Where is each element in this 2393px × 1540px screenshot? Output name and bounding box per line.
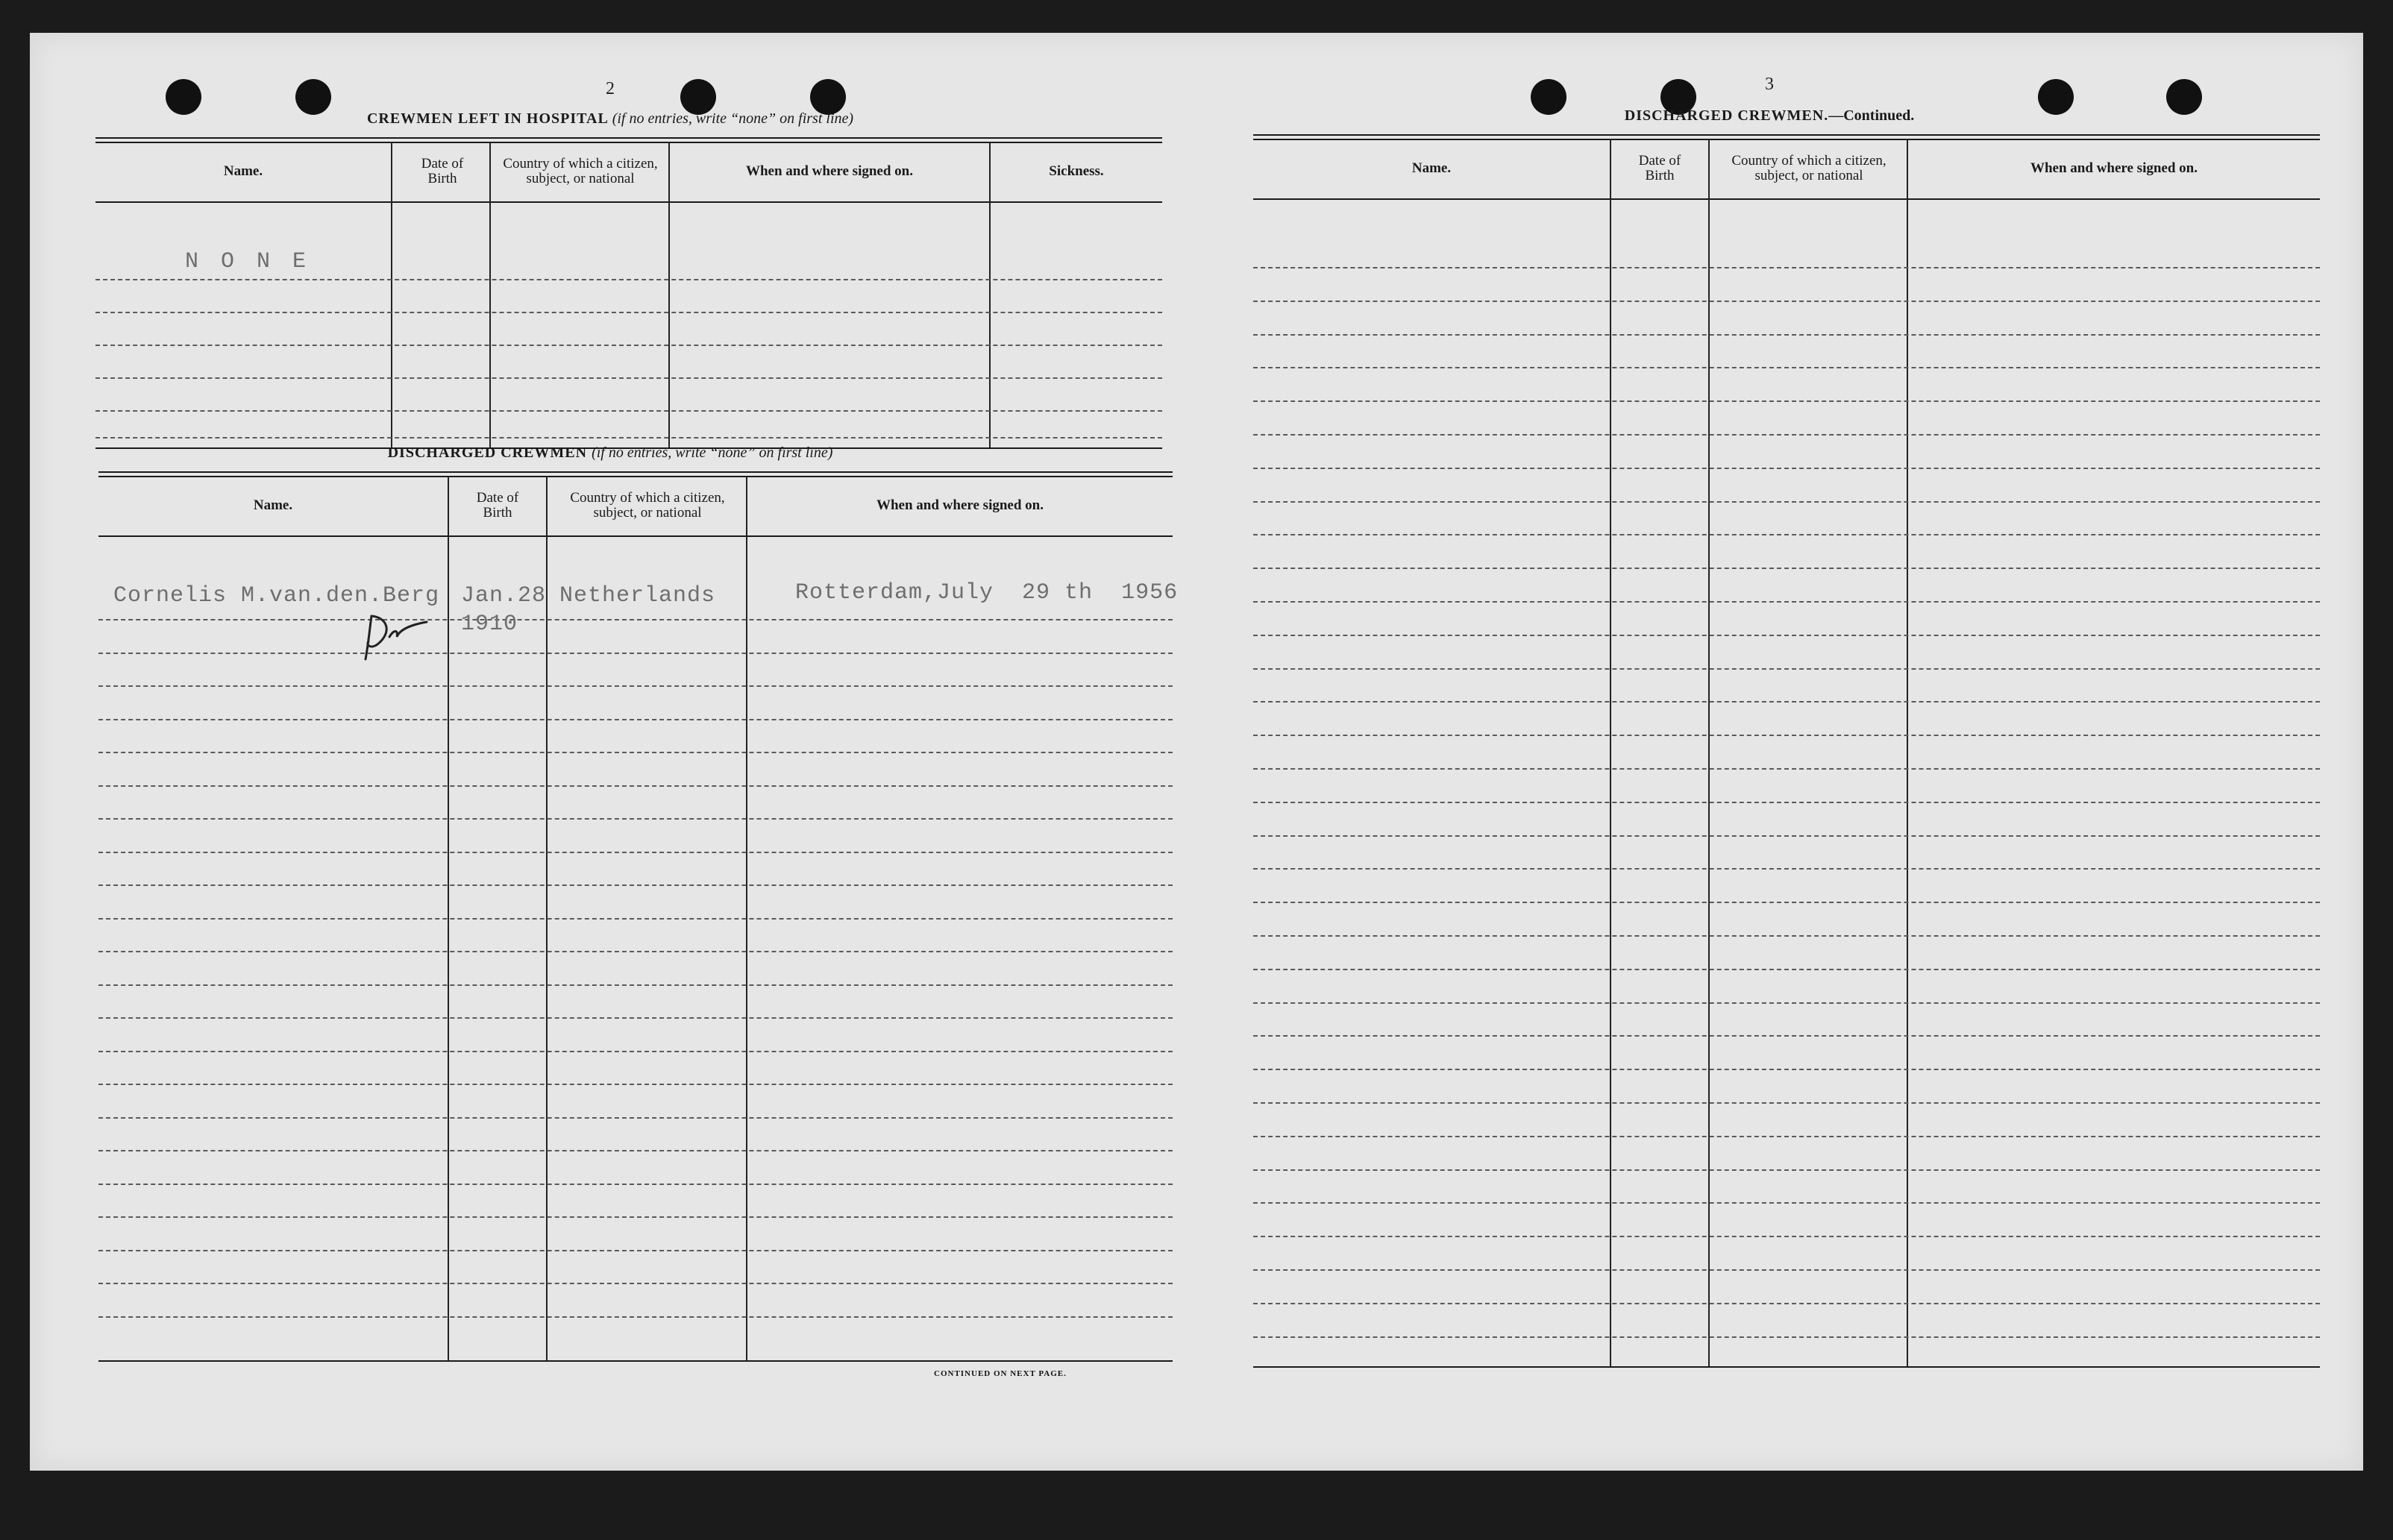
- column-divider: [1907, 139, 1908, 1366]
- entry-line: [1253, 902, 2320, 903]
- page-number-left: 2: [606, 79, 615, 98]
- col-header-country: Country of which a citizen, subject, or national: [503, 156, 658, 186]
- entry-line: [1253, 501, 2320, 503]
- entry-line: [1253, 267, 2320, 268]
- entry-line: [1253, 668, 2320, 670]
- col-header-dob: Date of Birth: [421, 156, 464, 186]
- entry-line: [95, 279, 1162, 280]
- entry-line: [1253, 768, 2320, 770]
- column-divider: [391, 142, 392, 447]
- entry-line: [98, 685, 1173, 687]
- col-header-name: Name.: [223, 163, 263, 179]
- entry-line: [98, 1250, 1173, 1251]
- header-bottom-rule: [1253, 198, 2320, 200]
- entry-name: Cornelis M.van.den.Berg: [113, 583, 440, 609]
- entry-line: [98, 719, 1173, 720]
- hospital-table: [95, 137, 1162, 450]
- entry-line: [98, 1117, 1173, 1119]
- punch-hole: [810, 79, 846, 115]
- discharged-section-title: [388, 444, 833, 462]
- entry-line: [1253, 1336, 2320, 1338]
- right-title-suffix: —Continued.: [1828, 107, 1915, 124]
- entry-line: [1253, 1202, 2320, 1204]
- entry-line: [1253, 735, 2320, 736]
- entry-line: [98, 1150, 1173, 1151]
- entry-line: [98, 1316, 1173, 1318]
- entry-line: [1253, 868, 2320, 870]
- col-header-signed: When and where signed on.: [745, 163, 913, 179]
- entry-line: [95, 377, 1162, 379]
- entry-line: [98, 1084, 1173, 1085]
- entry-country: Netherlands: [559, 583, 716, 609]
- entry-line: [1253, 534, 2320, 535]
- entry-signed-on: Rotterdam,July 29 th 1956: [795, 580, 1179, 606]
- col-header-country: Country of which a citizen, subject, or national: [570, 490, 725, 521]
- entry-line: [98, 1051, 1173, 1052]
- entry-line: [98, 1216, 1173, 1218]
- hospital-entry-none: N O N E: [185, 249, 311, 274]
- entry-line: [95, 345, 1162, 346]
- entry-line: [98, 951, 1173, 952]
- entry-line: [1253, 468, 2320, 469]
- hospital-section-title: [367, 110, 853, 128]
- entry-line: [98, 918, 1173, 920]
- entry-line: [1253, 1169, 2320, 1171]
- entry-line: [1253, 635, 2320, 636]
- entry-line: [1253, 434, 2320, 436]
- entry-line: [1253, 301, 2320, 302]
- punch-hole: [680, 79, 716, 115]
- entry-line: [1253, 1269, 2320, 1271]
- punch-hole: [295, 79, 331, 115]
- hospital-title-text: CREWMEN LEFT IN HOSPITAL: [366, 110, 608, 127]
- entry-line: [98, 752, 1173, 753]
- discharged-title-text: DISCHARGED CREWMEN: [387, 444, 588, 461]
- entry-line: [98, 984, 1173, 986]
- entry-line: [98, 818, 1173, 820]
- entry-line: [1253, 969, 2320, 970]
- entry-line: [1253, 935, 2320, 937]
- col-header-dob: Date of Birth: [1638, 153, 1681, 183]
- column-divider: [1708, 139, 1710, 1366]
- entry-line: [1253, 1136, 2320, 1137]
- punch-hole: [1531, 79, 1566, 115]
- right-title-text: DISCHARGED CREWMEN.: [1624, 107, 1829, 124]
- entry-line: [98, 785, 1173, 787]
- page-number-right: 3: [1765, 75, 1774, 94]
- entry-line: [98, 1184, 1173, 1185]
- entry-dob-line2: 1910: [461, 612, 518, 637]
- col-header-dob: Date of Birth: [476, 490, 519, 521]
- entry-line: [98, 1017, 1173, 1019]
- entry-line: [98, 619, 1173, 620]
- column-divider: [489, 142, 491, 447]
- col-header-country: Country of which a citizen, subject, or national: [1731, 153, 1887, 183]
- entry-line: [1253, 1002, 2320, 1004]
- entry-line: [95, 437, 1162, 439]
- entry-line: [1253, 1102, 2320, 1104]
- entry-line: [98, 852, 1173, 853]
- discharged-title-note: (if no entries, write “none” on first line): [592, 444, 833, 461]
- header-bottom-rule: [95, 201, 1162, 203]
- entry-line: [1253, 367, 2320, 368]
- discharged-table-right: [1253, 134, 2320, 1402]
- header-bottom-rule: [98, 535, 1173, 537]
- entry-line: [98, 884, 1173, 886]
- entry-line: [98, 653, 1173, 654]
- punch-hole: [166, 79, 201, 115]
- hospital-title-note: (if no entries, write “none” on first line): [612, 110, 854, 127]
- discharged-table-left: [98, 471, 1179, 1366]
- handwritten-initials: [355, 607, 437, 667]
- punch-hole: [2038, 79, 2074, 115]
- entry-line: [98, 1283, 1173, 1284]
- document-paper: [30, 33, 2363, 1471]
- punch-hole: [2166, 79, 2202, 115]
- table-bottom-rule: [1253, 1366, 2320, 1368]
- entry-line: [1253, 701, 2320, 703]
- entry-line: [1253, 1236, 2320, 1237]
- entry-dob-line1: Jan.28: [461, 583, 547, 609]
- entry-line: [1253, 1035, 2320, 1037]
- entry-line: [95, 410, 1162, 412]
- entry-line: [1253, 568, 2320, 569]
- entry-line: [1253, 400, 2320, 402]
- table-bottom-rule: [98, 1360, 1173, 1362]
- entry-line: [95, 312, 1162, 313]
- col-header-name: Name.: [253, 497, 293, 513]
- col-header-sickness: Sickness.: [1049, 163, 1104, 179]
- column-divider: [1610, 139, 1611, 1366]
- right-section-title: [1625, 107, 1915, 125]
- continued-footer: CONTINUED ON NEXT PAGE.: [934, 1369, 1067, 1378]
- entry-line: [1253, 1303, 2320, 1304]
- entry-line: [1253, 835, 2320, 837]
- col-header-signed: When and where signed on.: [876, 497, 1044, 513]
- entry-line: [1253, 1069, 2320, 1070]
- entry-line: [1253, 601, 2320, 603]
- col-header-name: Name.: [1411, 160, 1452, 176]
- entry-line: [1253, 334, 2320, 336]
- entry-line: [1253, 802, 2320, 803]
- col-header-signed: When and where signed on.: [2030, 160, 2198, 176]
